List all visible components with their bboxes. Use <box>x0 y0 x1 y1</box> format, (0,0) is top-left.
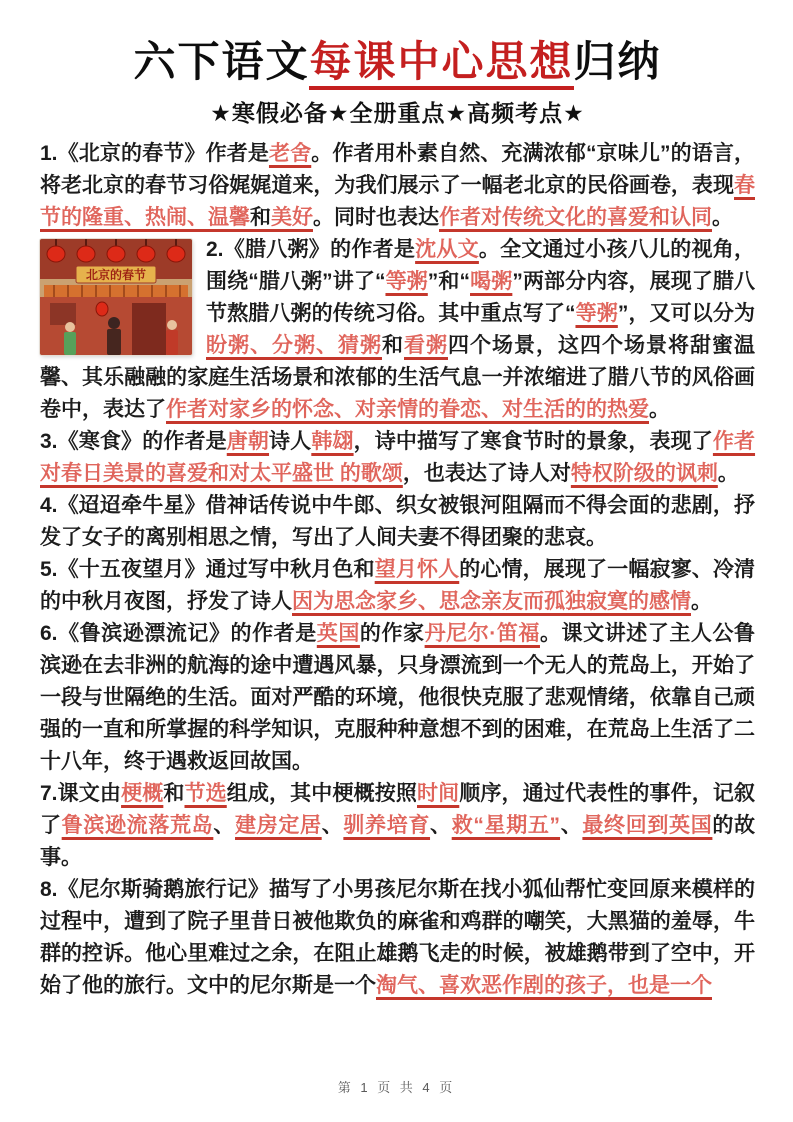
paragraph-7 <box>40 778 755 874</box>
highlighted-text: 最终回到英国 <box>582 813 713 837</box>
body-text: 。 <box>649 397 670 421</box>
highlighted-text: 节选 <box>184 781 227 805</box>
paragraph-4 <box>40 490 755 554</box>
body-text: 的故事。 <box>40 813 756 869</box>
highlighted-text: 建房定居 <box>235 813 322 837</box>
body-text: 。课文讲述了主人公鲁滨逊在去非洲的航海的途中遭遇风暴，只身漂流到一个无人的荒岛上，开始了一段与世隔绝的生活。面对严酷的环境，他很快克服了悲观情绪，依靠自己顽强的一直和所掌握的科学知识，克服种种意想不到的困难，在荒岛上生活了二十八年，终于遇救返回故国。 <box>40 621 756 773</box>
body-text: 1.《北京的春节》作者是 <box>40 141 269 165</box>
body-text: 、 <box>430 813 452 837</box>
body-text: 4.《迢迢牵牛星》借神话传说中牛郎、织女被银河阻隔而不得会面的悲剧，抒发了女子的离别相思之情，写出了人间夫妻不得团聚的悲哀。 <box>40 493 755 549</box>
body-text: 。 <box>691 589 712 613</box>
body-text: 、 <box>213 813 236 837</box>
highlighted-text: 作者对家乡的怀念、对亲情的眷恋、对生活的的热爱 <box>166 397 649 421</box>
spring-festival-illustration <box>40 239 192 355</box>
body-text: 5.《十五夜望月》通过写中秋月色和 <box>40 557 375 581</box>
body-text: 。同时也表达 <box>313 205 439 229</box>
highlighted-text: 看粥 <box>404 333 448 357</box>
highlighted-text: 驯养培育 <box>343 813 431 837</box>
body-text: 8.《尼尔斯骑鹅旅行记》描写了小男孩尼尔斯在找小狐仙帮忙变回原来模样的过程中，遭到了院子里昔日被他欺负的麻雀和鸡群的嘲笑，大黑猫的羞辱，牛群的控诉。他心里难过之余，在阻止雄鹅飞走的时候，被雄鹅带到了空中，开始了他的旅行。文中的尼尔斯是一个 <box>40 877 755 997</box>
highlighted-text: 时间 <box>417 781 460 805</box>
page-title <box>40 36 755 89</box>
body-text: ”和“ <box>427 269 471 293</box>
body-text: 7.课文由 <box>40 781 122 805</box>
title-highlight: 每课中心思想 <box>309 38 573 90</box>
highlighted-text: 美好 <box>271 205 313 229</box>
body-text: 。 <box>712 205 733 229</box>
body-text: 。作者用朴素自然、充满浓郁“京味儿”的语言，将老北京的春节习俗娓娓道来，为我们展示了一幅老北京的民俗画卷，表现 <box>40 141 756 197</box>
highlighted-text: 老舍 <box>268 141 312 165</box>
highlighted-text: 作者对春日美景的喜爱和对太平盛世 的歌颂 <box>40 429 756 485</box>
highlighted-text: 春节的隆重、热闹、温馨 <box>40 173 755 229</box>
highlighted-text: 梗概 <box>121 781 164 805</box>
highlighted-text: 喝粥 <box>470 269 513 293</box>
title-post: 归纳 <box>573 38 662 85</box>
body-text: 。 <box>717 461 739 485</box>
body-text: ，诗中描写了寒食节时的景象，表现了 <box>353 429 713 453</box>
highlighted-text: 韩翃 <box>311 429 354 453</box>
body-text: 3.《寒食》的作者是 <box>40 429 227 453</box>
body-text: 6.《鲁滨逊漂流记》的作者是 <box>40 621 317 645</box>
highlighted-text: 沈从文 <box>415 237 479 261</box>
body-text: 四个场景，这四个场景将甜蜜温馨、其乐融融的家庭生活场景和浓郁的生活气息一并浓缩进了腊八节的风俗画卷中，表达了 <box>40 333 755 421</box>
highlighted-text: 等粥 <box>385 269 428 293</box>
body-text: 2.《腊八粥》的作者是 <box>206 237 416 261</box>
highlighted-text: 等粥 <box>575 301 618 325</box>
body-text: 和 <box>163 781 185 805</box>
illustration-caption: 北京的春节 <box>85 267 147 282</box>
body-text: ”两部分内容，展现了腊八节熬腊八粥的传统习俗。其中重点写了“ <box>206 269 756 325</box>
highlighted-text: 救“星期五” <box>451 813 561 837</box>
body-text: 顺序，通过代表性的事件，记叙了 <box>40 781 756 837</box>
highlighted-text: 鲁滨逊流落荒岛 <box>61 813 214 837</box>
body-text: 组成，其中梗概按照 <box>226 781 417 805</box>
highlighted-text: 作者对传统文化的喜爱和认同 <box>439 205 712 229</box>
page-subtitle: ★寒假必备★全册重点★高频考点★ <box>210 99 585 126</box>
highlighted-text: 唐朝 <box>226 429 270 453</box>
highlighted-text: 特权阶级的讽刺 <box>570 461 718 485</box>
highlighted-text: 因为思念家乡、思念亲友而孤独寂寞的感情 <box>292 589 691 613</box>
paragraph-5 <box>40 554 755 618</box>
highlighted-text: 淘气、喜欢恶作剧的孩子，也是一个 <box>376 973 712 997</box>
body-text: ，也表达了诗人对 <box>402 461 571 485</box>
paragraph-6 <box>40 618 755 778</box>
paragraph-2 <box>40 234 755 426</box>
page-footer: 第 1 页 共 4 页 <box>337 1080 456 1095</box>
highlighted-text: 丹尼尔·笛福 <box>424 621 540 645</box>
body-text: ”，又可以分为 <box>617 301 756 325</box>
paragraph-8 <box>40 874 755 1002</box>
paragraph-3 <box>40 426 755 490</box>
highlighted-text: 和 <box>250 205 271 229</box>
highlighted-text: 盼粥、分粥、猜粥 <box>206 333 382 357</box>
body-text: 的心情，展现了一幅寂寥、冷清的中秋月夜图，抒发了诗人 <box>40 557 755 613</box>
body-text: 和 <box>382 333 404 357</box>
highlighted-text: 望月怀人 <box>374 557 460 581</box>
title-pre: 六下语文 <box>133 38 310 85</box>
body-text: 诗人 <box>269 429 312 453</box>
body-text: 、 <box>560 813 583 837</box>
body-text: 的作家 <box>359 621 425 645</box>
paragraph-list <box>40 138 755 1002</box>
body-text: 、 <box>321 813 344 837</box>
highlighted-text: 英国 <box>316 621 360 645</box>
body-text: 。全文通过小孩八儿的视角，围绕“腊八粥”讲了“ <box>206 237 756 293</box>
paragraph-1 <box>40 138 755 234</box>
